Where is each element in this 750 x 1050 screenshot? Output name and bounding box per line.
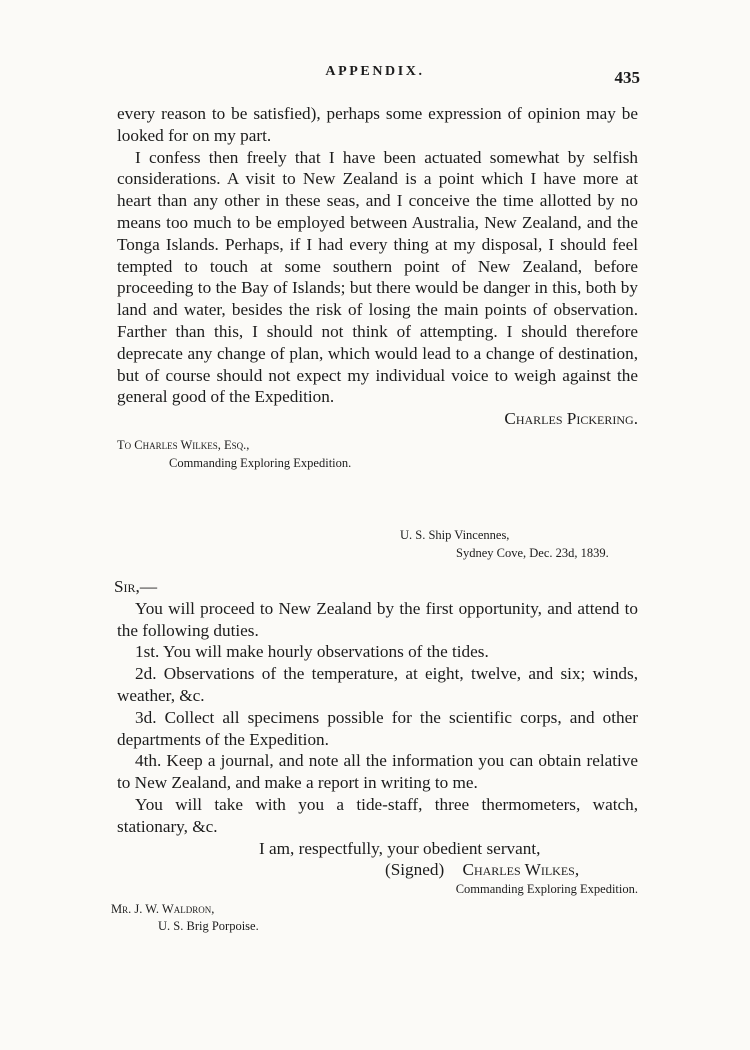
running-head: APPENDIX. — [325, 64, 425, 79]
dateline-place-date: Sydney Cove, Dec. 23d, 1839. — [456, 545, 609, 560]
dateline — [117, 526, 638, 562]
paragraph: You will proceed to New Zealand by the first opportunity, and attend to the following duties. — [117, 598, 638, 640]
salutation: Sir,— — [114, 576, 158, 596]
addressee — [117, 436, 638, 472]
page-body — [111, 103, 638, 935]
paragraph: 1st. You will make hourly observations of the tides. — [135, 642, 489, 662]
recipient-ship: U. S. Brig Porpoise. — [158, 919, 259, 934]
signed-prefix: (Signed) — [385, 860, 445, 880]
signature-line — [117, 859, 638, 881]
recipient-name: Mr. J. W. Waldron, — [111, 902, 215, 917]
signature-title: Commanding Exploring Expedition. — [455, 882, 638, 897]
paragraph: every reason to be satisfied), perhaps some expression of opinion may be looked for on my part. — [117, 104, 638, 145]
addressee-name: To Charles Wilkes, Esq., — [117, 437, 250, 452]
paragraph: You will take with you a tide-staff, three thermometers, watch, stationary, &c. — [117, 794, 638, 836]
letter-wilkes — [111, 526, 638, 935]
addressee-title: Commanding Exploring Expedition. — [169, 455, 352, 470]
paragraph: 3d. Collect all specimens possible for the scientific corps, and other departments of the Expedition. — [117, 707, 638, 749]
paragraph: 4th. Keep a journal, and note all the information you can obtain relative to New Zealand, and make a report in writing to me. — [117, 751, 638, 793]
paragraph: 2d. Observations of the temperature, at eight, twelve, and six; winds, weather, &c. — [117, 664, 638, 705]
signature: Charles Wilkes, — [462, 860, 580, 880]
page-header — [0, 64, 750, 88]
signature: Charles Pickering. — [504, 409, 638, 429]
dateline-ship: U. S. Ship Vincennes, — [400, 527, 510, 542]
paragraph: I confess then freely that I have been actuated somewhat by selfish considerations. A visit to New Zealand is a point which I have more at heart than any other in these seas, and I conceive the time allotted by no means too much to be employed between Australia, New Zealand, and the Tonga Islands. Perhaps, if I had every thing at my disposal, I should feel tempted to touch at some southern point of New Zealand, before proceeding to the Bay of Islands; but there would be danger in this, both by land and water, besides the risk of losing the main points of observation. Farther than this, I should not think of attempting. I should therefore deprecate any change of plan, which would lead to a change of destination, but of course should not expect my individual voice to weigh against the general good of the Expedition. — [117, 147, 638, 407]
recipient — [111, 901, 638, 935]
letter-pickering — [117, 103, 638, 472]
closing: I am, respectfully, your obedient servant, — [259, 838, 541, 858]
page-number: 435 — [614, 68, 640, 87]
